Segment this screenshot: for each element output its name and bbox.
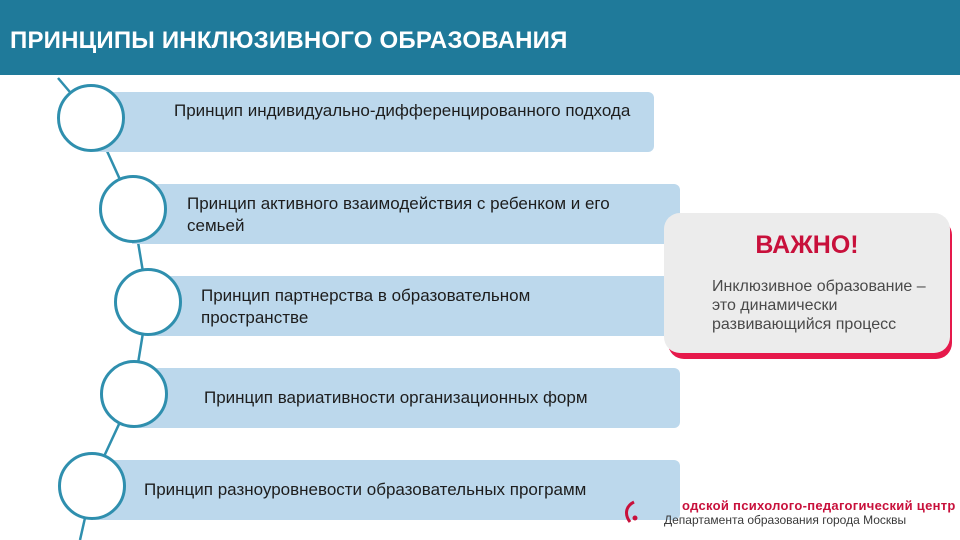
principle-text-4: Принцип вариативности организационных форм (204, 388, 588, 407)
important-callout (664, 213, 954, 361)
bullet-circle-2 (99, 175, 167, 243)
principle-bar-5 (94, 460, 680, 520)
principle-text-5: Принцип разноуровневости образовательных программ (144, 480, 587, 499)
callout-card (664, 213, 950, 353)
principle-bar-3 (148, 276, 680, 336)
center-logo-icon (622, 500, 640, 524)
principle-text-3: Принцип партнерства в образовательном пространстве (201, 286, 531, 327)
footer-org-name: одской психолого-педагогический центр (682, 498, 956, 513)
callout-title: ВАЖНО! (755, 231, 859, 259)
callout-text: Инклюзивное образование – это динамически развивающийся процесс (712, 278, 926, 333)
bullet-circle-3 (114, 268, 182, 336)
principle-bar-1 (92, 92, 654, 152)
bullet-circle-5 (58, 452, 126, 520)
bullet-circle-1 (57, 84, 125, 152)
principle-bar-4 (133, 368, 680, 428)
principle-bar-2 (132, 184, 680, 244)
bullet-circle-4 (100, 360, 168, 428)
principle-text-1: Принцип индивидуально-дифференцированного подхода (174, 101, 631, 120)
principle-text-2: Принцип активного взаимодействия с ребенком и его семьей (187, 194, 610, 235)
page-title: ПРИНЦИПЫ ИНКЛЮЗИВНОГО ОБРАЗОВАНИЯ (10, 27, 568, 54)
footer-org-department: Департамента образования города Москвы (664, 513, 907, 527)
